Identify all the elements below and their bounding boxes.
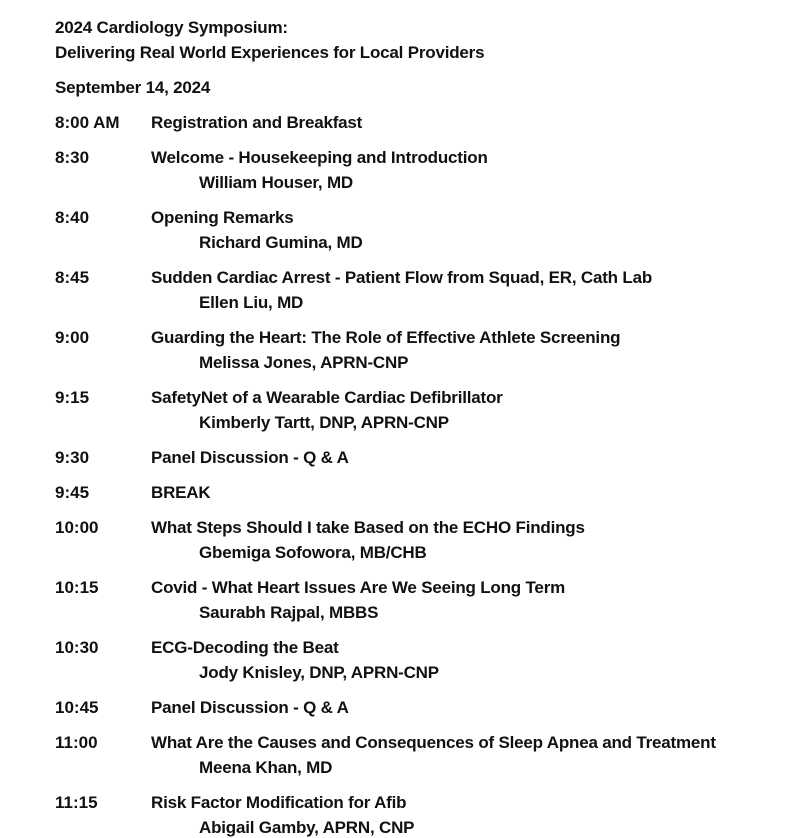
agenda-time: 10:30 — [55, 638, 99, 657]
agenda-title: Sudden Cardiac Arrest - Patient Flow from Squad, ER, Cath Lab — [151, 268, 653, 287]
agenda-speaker: Jody Knisley, DNP, APRN-CNP — [199, 663, 439, 682]
agenda-title: ECG-Decoding the Beat — [151, 638, 339, 657]
agenda-title: BREAK — [151, 483, 211, 502]
agenda-title: Panel Discussion - Q & A — [151, 448, 349, 467]
agenda-speaker: William Houser, MD — [199, 173, 353, 192]
agenda-time: 9:45 — [55, 483, 90, 502]
agenda-time: 8:30 — [55, 148, 90, 167]
agenda-speaker: Abigail Gamby, APRN, CNP — [199, 818, 415, 837]
agenda-title: Covid - What Heart Issues Are We Seeing Long Term — [151, 578, 566, 597]
agenda-title: What Are the Causes and Consequences of Sleep Apnea and Treatment — [151, 733, 716, 752]
symposium-title: 2024 Cardiology Symposium: — [55, 18, 288, 37]
agenda-time: 10:00 — [55, 518, 99, 537]
agenda-time: 10:15 — [55, 578, 99, 597]
agenda-speaker: Ellen Liu, MD — [199, 293, 304, 312]
agenda-time: 8:40 — [55, 208, 90, 227]
agenda-title: Guarding the Heart: The Role of Effective Athlete Screening — [151, 328, 621, 347]
agenda-time: 10:45 — [55, 698, 99, 717]
agenda-speaker: Meena Khan, MD — [199, 758, 333, 777]
agenda-title: Risk Factor Modification for Afib — [151, 793, 407, 812]
agenda-speaker: Melissa Jones, APRN-CNP — [199, 353, 409, 372]
agenda-time: 9:00 — [55, 328, 90, 347]
agenda-title: What Steps Should I take Based on the ECHO Findings — [151, 518, 585, 537]
agenda-title: Registration and Breakfast — [151, 113, 363, 132]
agenda-title: Welcome - Housekeeping and Introduction — [151, 148, 488, 167]
agenda-speaker: Kimberly Tartt, DNP, APRN-CNP — [199, 413, 449, 432]
agenda-speaker: Saurabh Rajpal, MBBS — [199, 603, 379, 622]
agenda-time: 8:45 — [55, 268, 90, 287]
agenda-time: 11:00 — [55, 733, 98, 752]
agenda-title: Opening Remarks — [151, 208, 294, 227]
agenda-time: 9:30 — [55, 448, 90, 467]
event-date: September 14, 2024 — [55, 78, 211, 97]
agenda-time: 8:00 AM — [55, 113, 120, 132]
agenda-title: SafetyNet of a Wearable Cardiac Defibrillator — [151, 388, 503, 407]
agenda-speaker: Gbemiga Sofowora, MB/CHB — [199, 543, 427, 562]
agenda-title: Panel Discussion - Q & A — [151, 698, 349, 717]
agenda-time: 11:15 — [55, 793, 98, 812]
agenda-time: 9:15 — [55, 388, 90, 407]
agenda-speaker: Richard Gumina, MD — [199, 233, 363, 252]
symposium-subtitle: Delivering Real World Experiences for Local Providers — [55, 43, 485, 62]
